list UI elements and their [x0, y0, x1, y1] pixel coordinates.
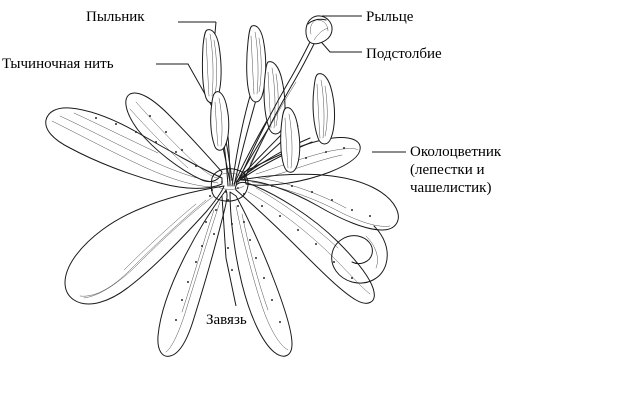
label-filament: Тычиночная нить: [2, 56, 114, 72]
label-anther: Пыльник: [86, 9, 145, 25]
label-perianth: Околоцветник (лепестки и чашелистик): [410, 144, 502, 196]
label-style: Подстолбие: [366, 46, 442, 62]
label-stigma: Рыльце: [366, 9, 414, 25]
label-ovary: Завязь: [206, 312, 247, 328]
